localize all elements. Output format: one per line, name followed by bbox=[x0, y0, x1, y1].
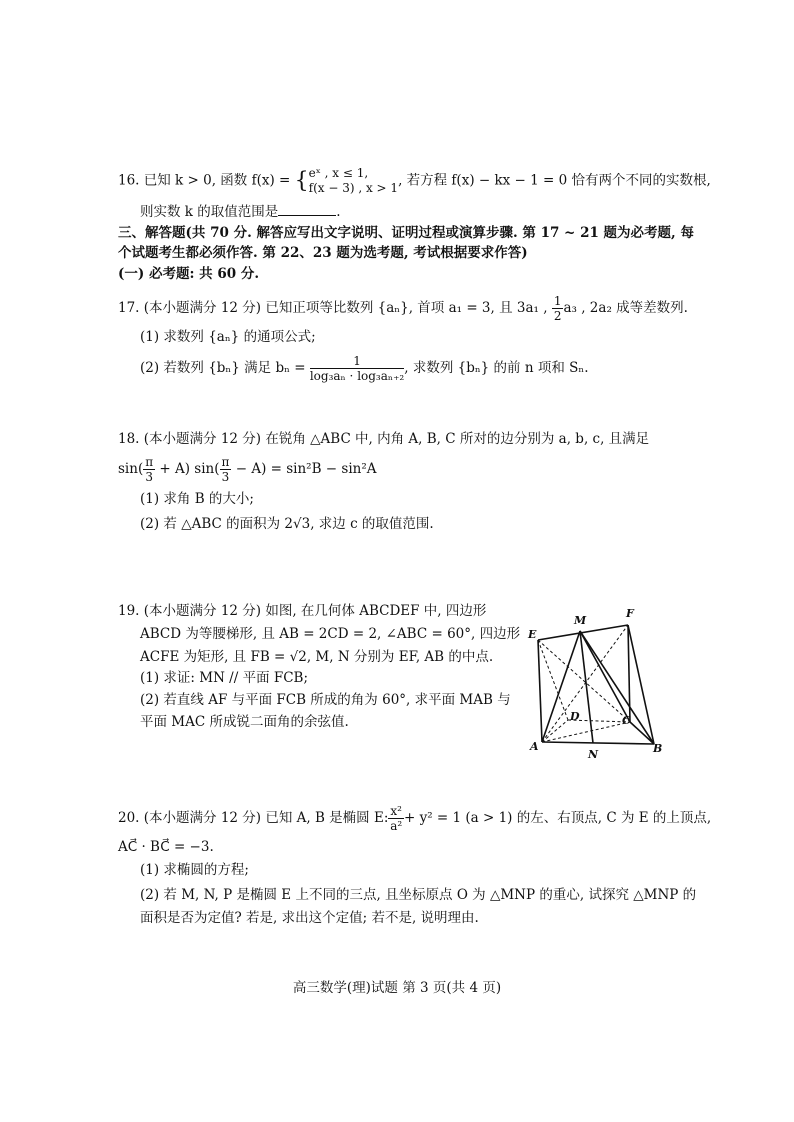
q17-p2a: (2) 若数列 {bₙ} 满足 bₙ = bbox=[140, 360, 306, 376]
q16-period: . bbox=[336, 204, 341, 220]
label-N: N bbox=[588, 748, 599, 761]
edge-FB bbox=[628, 625, 654, 744]
q20-part2-cont: 面积是否为定值? 若是, 求出这个定值; 若不是, 说明理由. bbox=[140, 910, 479, 926]
q16-case2: f(x − 3) , x > 1 bbox=[308, 181, 399, 195]
q16-line1 bbox=[118, 166, 711, 196]
q20-stem-b: + y² = 1 (a > 1) 的左、右顶点, C 为 E 的上顶点, bbox=[403, 810, 712, 826]
q18-frac1 bbox=[143, 455, 155, 484]
q17-stem bbox=[118, 294, 688, 323]
label-D: D bbox=[570, 710, 580, 723]
label-C: C bbox=[622, 714, 631, 727]
q20-line2: AC⃗ · BC⃗ = −3. bbox=[118, 839, 214, 855]
label-B: B bbox=[653, 742, 663, 755]
page-footer: 高三数学(理)试题 第 3 页(共 4 页) bbox=[292, 980, 502, 996]
q18-part1: (1) 求角 B 的大小; bbox=[140, 491, 254, 507]
q18-frac2-den: 3 bbox=[221, 470, 230, 484]
q18-frac2-num: π bbox=[221, 455, 230, 469]
label-F: F bbox=[626, 607, 634, 620]
q20-stem-a: 20. (本小题满分 12 分) 已知 A, B 是椭圆 E: bbox=[118, 810, 389, 826]
q19-line1: 19. (本小题满分 12 分) 如图, 在几何体 ABCDEF 中, 四边形 bbox=[118, 603, 487, 619]
q19-part1: (1) 求证: MN // 平面 FCB; bbox=[140, 670, 309, 686]
edge-EA bbox=[538, 640, 542, 742]
q20-stem bbox=[118, 804, 711, 833]
section3-line1: 三、解答题(共 70 分. 解答应写出文字说明、证明过程或演算步骤. 第 17 ~ 21 题为必考题, 每 bbox=[118, 225, 694, 241]
q20-part1: (1) 求椭圆的方程; bbox=[140, 862, 249, 878]
q16-tail: , 若方程 f(x) − kx − 1 = 0 恰有两个不同的实数根, bbox=[398, 172, 711, 189]
section3-line2: 个试题考生都必须作答. 第 22、23 题为选考题, 考试根据要求作答) bbox=[118, 245, 528, 261]
q17-frac bbox=[552, 294, 564, 323]
geometry-figure bbox=[520, 600, 680, 768]
label-M: M bbox=[574, 614, 587, 627]
section3-line3: (一) 必考题: 共 60 分. bbox=[118, 266, 260, 282]
edge-AB bbox=[542, 742, 654, 744]
q17-p2-den: log₃aₙ · log₃aₙ₊₂ bbox=[309, 369, 405, 383]
edge-FC bbox=[628, 625, 630, 722]
hidden-EC bbox=[538, 640, 630, 722]
q16-piecewise bbox=[309, 166, 398, 196]
q18-eq-c: − A) = sin²B − sin²A bbox=[231, 461, 377, 477]
edge-MA bbox=[542, 631, 580, 742]
q17-part1: (1) 求数列 {aₙ} 的通项公式; bbox=[140, 329, 316, 345]
q20-frac-den: a² bbox=[390, 819, 403, 833]
q20-frac bbox=[388, 804, 404, 833]
q16-case1: eˣ , x ≤ 1, bbox=[308, 166, 369, 180]
q18-equation bbox=[118, 455, 377, 484]
q19-line2: ABCD 为等腰梯形, 且 AB = 2CD = 2, ∠ABC = 60°, 四边形 bbox=[140, 626, 521, 642]
q19-line6: 平面 MAC 所成锐二面角的余弦值. bbox=[140, 714, 349, 730]
answer-blank[interactable] bbox=[278, 203, 336, 216]
hidden-AC bbox=[542, 722, 630, 742]
q17-p2b: , 求数列 {bₙ} 的前 n 项和 Sₙ. bbox=[404, 360, 589, 376]
q18-stem: 18. (本小题满分 12 分) 在锐角 △ABC 中, 内角 A, B, C 所对的边分别为 a, b, c, 且满足 bbox=[118, 431, 650, 447]
q18-eq-b: + A) sin( bbox=[155, 461, 220, 477]
q19-line3: ACFE 为矩形, 且 FB = √2, M, N 分别为 EF, AB 的中点. bbox=[140, 649, 494, 665]
q18-frac2 bbox=[220, 455, 232, 484]
q20-part2: (2) 若 M, N, P 是椭圆 E 上不同的三点, 且坐标原点 O 为 △MNP 的重心, 试探究 △MNP 的 bbox=[140, 887, 697, 903]
q17-p2-num: 1 bbox=[310, 354, 404, 369]
q18-frac1-den: 3 bbox=[145, 470, 153, 484]
q16-line2 bbox=[140, 203, 341, 221]
edge-MC bbox=[580, 631, 630, 722]
q18-frac1-num: π bbox=[145, 455, 154, 469]
q20-frac-num: x² bbox=[390, 804, 402, 818]
q17-frac-num: 1 bbox=[553, 294, 562, 308]
q16-lead: 16. 已知 k > 0, 函数 f(x) = bbox=[118, 172, 295, 189]
q17-frac-den: 2 bbox=[553, 309, 562, 323]
q19-part2: (2) 若直线 AF 与平面 FCB 所成的角为 60°, 求平面 MAB 与 bbox=[140, 692, 511, 708]
label-A: A bbox=[530, 740, 539, 753]
q16-brace: { bbox=[294, 168, 309, 194]
q18-eq-a: sin( bbox=[118, 461, 144, 477]
q17-stem-a: 17. (本小题满分 12 分) 已知正项等比数列 {aₙ}, 首项 a₁ = 3, 且 3a₁ , bbox=[118, 300, 548, 316]
q17-stem-b: a₃ , 2a₂ 成等差数列. bbox=[563, 300, 688, 316]
q18-part2: (2) 若 △ABC 的面积为 2√3, 求边 c 的取值范围. bbox=[140, 516, 434, 532]
q16-prompt: 则实数 k 的取值范围是 bbox=[140, 204, 279, 220]
label-E: E bbox=[528, 628, 537, 641]
q17-p2-frac bbox=[310, 354, 404, 383]
q17-part2 bbox=[140, 354, 589, 383]
